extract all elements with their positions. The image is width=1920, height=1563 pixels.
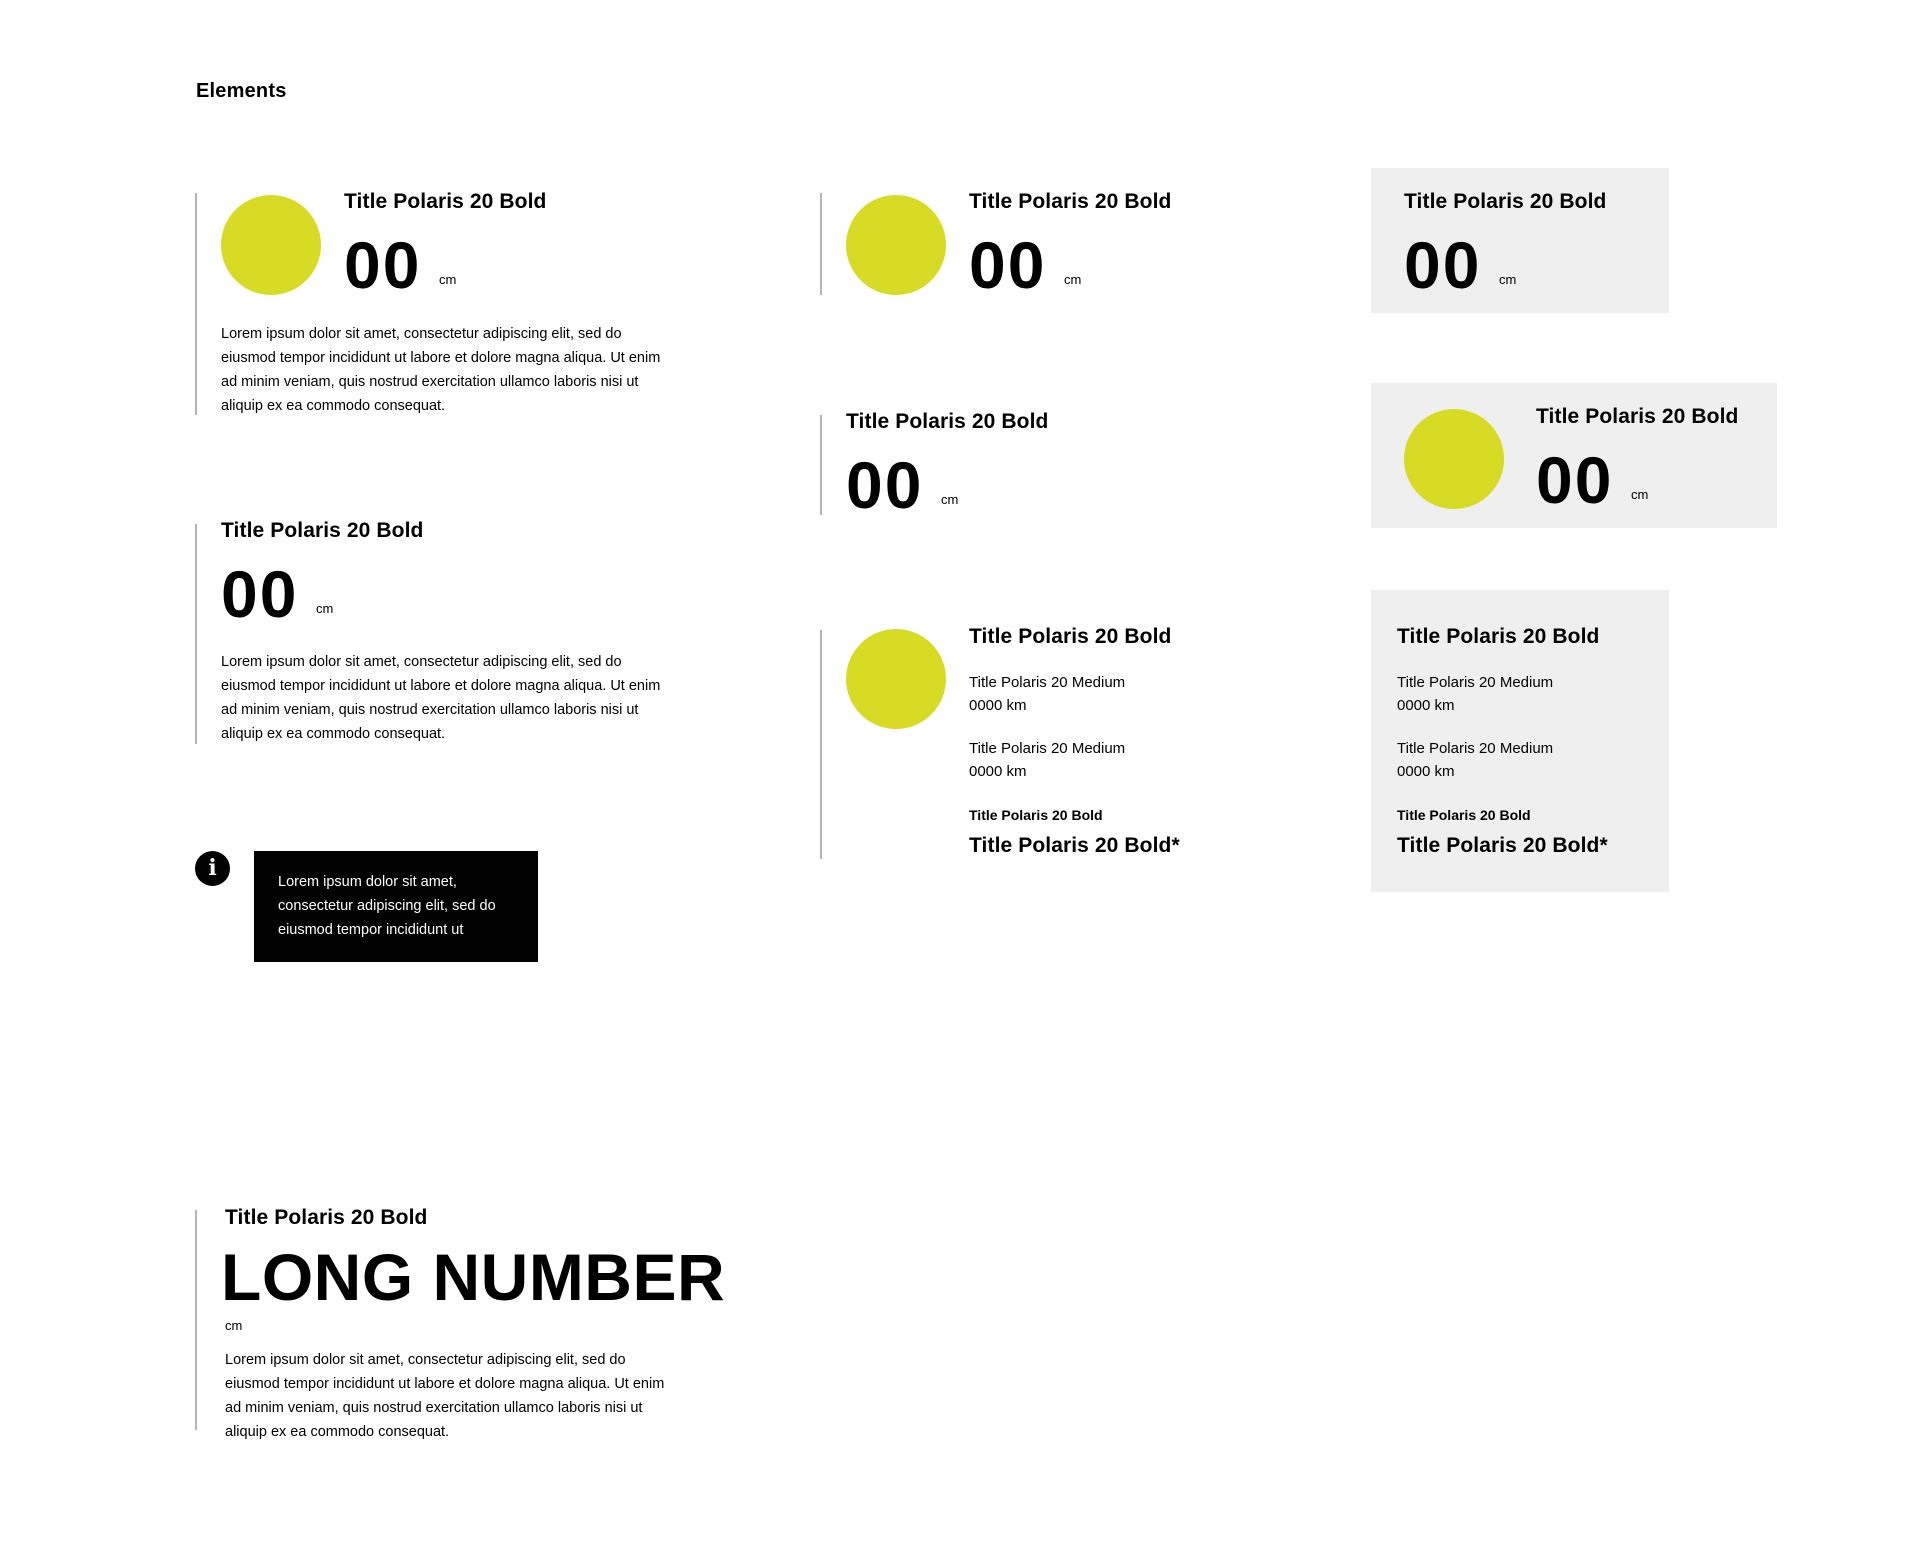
divider-line xyxy=(195,193,197,415)
stat-value: 00 xyxy=(344,228,422,302)
detail-row xyxy=(969,737,1125,783)
stat-unit: cm xyxy=(1064,272,1082,287)
stat-unit: cm xyxy=(439,272,457,287)
detail-row-label: Title Polaris 20 Medium xyxy=(969,740,1126,757)
accent-dot xyxy=(846,629,946,729)
detail-card xyxy=(1371,590,1669,892)
divider-line xyxy=(195,524,197,744)
description: Lorem ipsum dolor sit amet, consectetur adipiscing elit, sed do eiusmod tempor incididunt ut labore et dolore magna aliqua. Ut enim ad minim veniam, quis nostrud exercitation ullamco laboris nisi ut aliquip ex ea commodo consequat. xyxy=(225,1352,665,1440)
stat-value: 00 xyxy=(1404,228,1482,302)
long-title: Title Polaris 20 Bold xyxy=(225,1206,428,1229)
stat-card xyxy=(1371,383,1777,528)
stat-unit: cm xyxy=(1631,487,1649,502)
detail-row-value: 0000 km xyxy=(1397,763,1455,780)
description: Lorem ipsum dolor sit amet, consectetur adipiscing elit, sed do eiusmod tempor incididunt ut labore et dolore magna aliqua. Ut enim ad minim veniam, quis nostrud exercitation ullamco laboris nisi ut aliquip ex ea commodo consequat. xyxy=(221,326,661,414)
stat-unit: cm xyxy=(316,601,334,616)
detail-row-label: Title Polaris 20 Medium xyxy=(969,674,1126,691)
long-number: LONG NUMBER xyxy=(221,1240,726,1314)
stat-value: 00 xyxy=(846,448,924,522)
accent-dot xyxy=(221,195,321,295)
divider-line xyxy=(195,1210,197,1430)
detail-row xyxy=(1397,671,1553,717)
stat-value: 00 xyxy=(1536,443,1614,517)
divider-line xyxy=(820,193,822,295)
divider-line xyxy=(820,630,822,859)
detail-title: Title Polaris 20 Bold xyxy=(969,625,1172,648)
detail-footer: Title Polaris 20 Bold* xyxy=(1397,834,1608,857)
stat-unit: cm xyxy=(1499,272,1517,287)
stat-title: Title Polaris 20 Bold xyxy=(969,190,1172,213)
description: Lorem ipsum dolor sit amet, consectetur adipiscing elit, sed do eiusmod tempor incididunt ut labore et dolore magna aliqua. Ut enim ad minim veniam, quis nostrud exercitation ullamco laboris nisi ut aliquip ex ea commodo consequat. xyxy=(221,654,661,742)
tooltip-text: Lorem ipsum dolor sit amet, consectetur adipiscing elit, sed do eiusmod tempor incididunt ut xyxy=(278,874,496,938)
info-icon[interactable]: i xyxy=(195,851,230,886)
divider-line xyxy=(820,415,822,515)
detail-small-title: Title Polaris 20 Bold xyxy=(1397,807,1531,823)
page-title: Elements xyxy=(196,80,287,102)
stat-value: 00 xyxy=(221,557,299,631)
detail-row-value: 0000 km xyxy=(969,697,1027,714)
accent-dot xyxy=(846,195,946,295)
stat-title: Title Polaris 20 Bold xyxy=(1536,405,1739,428)
stat-title: Title Polaris 20 Bold xyxy=(1404,190,1607,213)
tooltip xyxy=(254,851,538,962)
detail-row-label: Title Polaris 20 Medium xyxy=(1397,740,1554,757)
stat-title: Title Polaris 20 Bold xyxy=(344,190,547,213)
detail-title: Title Polaris 20 Bold xyxy=(1397,625,1600,648)
detail-row-label: Title Polaris 20 Medium xyxy=(1397,674,1554,691)
accent-dot xyxy=(1404,409,1504,509)
detail-row-value: 0000 km xyxy=(969,763,1027,780)
long-unit: cm xyxy=(225,1318,243,1333)
detail-footer: Title Polaris 20 Bold* xyxy=(969,834,1180,857)
detail-row xyxy=(969,671,1125,717)
stat-title: Title Polaris 20 Bold xyxy=(221,519,424,542)
stat-value: 00 xyxy=(969,228,1047,302)
detail-small-title: Title Polaris 20 Bold xyxy=(969,807,1103,823)
detail-row-value: 0000 km xyxy=(1397,697,1455,714)
detail-row xyxy=(1397,737,1553,783)
stat-unit: cm xyxy=(941,492,959,507)
stat-title: Title Polaris 20 Bold xyxy=(846,410,1049,433)
stat-card xyxy=(1371,168,1669,313)
